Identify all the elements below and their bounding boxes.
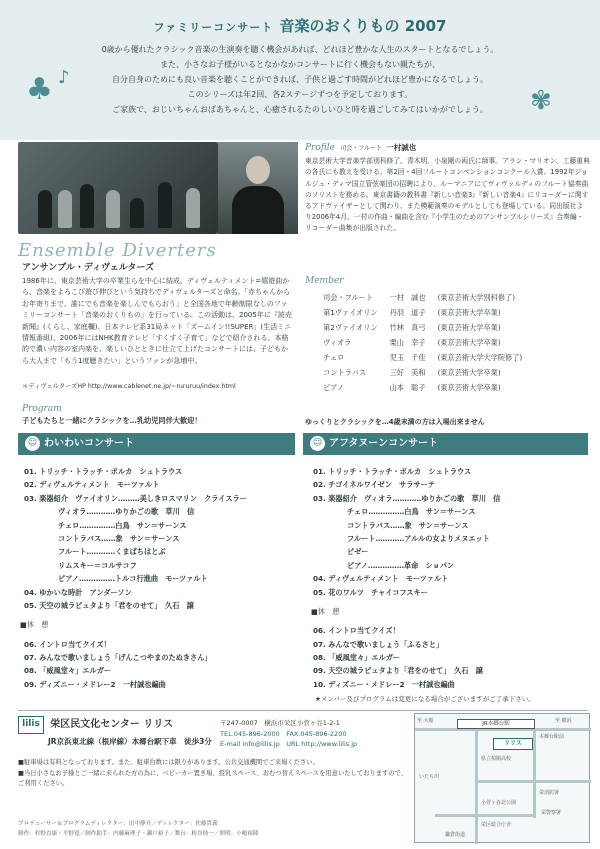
access-map xyxy=(414,713,590,843)
concert-afternoon-header xyxy=(303,433,588,455)
program-note-right: ゆっくりとクラシックを…4歳未満の方は入場出来ません xyxy=(305,418,485,426)
concert-waiwai-header xyxy=(18,433,295,455)
member-note: (東京芸術大学卒業) xyxy=(437,307,501,317)
intro-text xyxy=(60,42,540,117)
member-row xyxy=(323,290,534,305)
member-section xyxy=(305,275,590,395)
member-note: (東京芸術大学卒業) xyxy=(437,337,501,347)
program-item: チェロ……………白鳥 サン＝サーンス xyxy=(347,507,476,517)
program-item: 03. 楽器紹介 ヴァイオリン………美しきロスマリン クライスラー xyxy=(24,493,247,503)
map-lilis: リリス xyxy=(493,738,533,750)
venue-logo: lilis xyxy=(18,716,44,734)
program-item: ピアノ……………革命 ショパン xyxy=(347,560,455,570)
member-part: コントラバス xyxy=(323,367,367,377)
map-label: 県立柏陽高校 xyxy=(481,756,512,762)
profile-name: 一村誠也 xyxy=(386,143,417,152)
member-row xyxy=(323,335,534,350)
intro-line: このシリーズは年2回、各2ステージずつを予定しております。 xyxy=(187,90,413,99)
member-name: 竹林 真弓 xyxy=(389,322,426,332)
program-item: ビゼー xyxy=(347,547,369,557)
program-item: ピアノ……………トルコ行進曲 モーツァルト xyxy=(58,574,208,584)
divider xyxy=(18,710,588,711)
member-row xyxy=(323,365,534,380)
member-note: (東京芸術大学卒業) xyxy=(437,367,501,377)
program-item: 03. 楽器紹介 ヴィオラ…………ゆりかごの歌 草川 信 xyxy=(313,493,501,503)
venue-email-url[interactable]: E-mail info@lilis.jp URL http://www.lilis.jp xyxy=(220,740,358,748)
program-item: 02. チゴイネルワイゼン サラサーテ xyxy=(313,480,436,490)
program-item: 06. イントロ当てクイズ！ xyxy=(313,626,400,636)
venue-contact xyxy=(220,718,410,750)
program-item: リムスキー＝コルサコフ xyxy=(58,560,137,570)
butterfly-icon: ✾ xyxy=(530,86,552,116)
intro-line: 0歳から優れたクラシック音楽の生演奏を聴く機会があれば、どれほど豊かな人生のスタートとなるでしょう。 xyxy=(101,45,499,54)
member-table xyxy=(323,290,534,395)
page-title xyxy=(0,16,600,36)
program-label: Program xyxy=(22,404,62,414)
program-item: チェロ……………白鳥 サン＝サーンス xyxy=(58,520,187,530)
venue-tel: TEL.045-896-2000 FAX.045-896-2200 xyxy=(220,729,347,738)
map-station: JR本郷台駅 xyxy=(457,719,535,729)
program-item: 01. トリッチ・トラッチ・ポルカ シュトラウス xyxy=(24,467,183,476)
program-item: フルート…………アルルの女よりメヌエット xyxy=(347,533,490,543)
member-note: (東京芸術大学卒業) xyxy=(437,322,501,332)
concert-waiwai xyxy=(18,433,295,693)
profile-section xyxy=(305,142,590,235)
program-item: 08. 「威風堂々」エルガー xyxy=(313,653,401,663)
program-item: 05. 花のワルツ チャイコフスキー xyxy=(313,587,428,597)
member-note: (東京芸術大学卒業) xyxy=(437,382,501,392)
member-label: Member xyxy=(305,276,344,286)
credit-line: 制作：杉野直康・平野寛／制作助手：内藤麻理子・瀬戸裕子／舞台：粉谷純一／照明：小嶋裕隆 xyxy=(18,830,259,837)
program-change-note: ★メンバー及びプログラムは変更になる場合がございますがご了承下さい。 xyxy=(315,695,535,704)
member-note: (東京芸術大学大学院修了) xyxy=(437,352,523,362)
credit-line: プロデューサー＆プログラムディレクター：田中静介／ディレクター：佐藤貴義 xyxy=(18,821,218,827)
member-name: 山本 聡子 xyxy=(389,382,426,392)
music-note-icon: ♪ xyxy=(58,67,70,88)
program-item: 08. 「威風堂々」エルガー xyxy=(24,666,112,676)
map-label: 栄消防署 xyxy=(539,790,560,796)
venue-access: JR京浜東北線（根岸線）本郷台駅下車 徒歩3分 xyxy=(48,737,212,746)
map-label: 鎌倉街道 xyxy=(445,832,466,838)
member-name: 栗山 幸子 xyxy=(389,337,426,347)
note-parking: ■駐車場は有料となっております。また、駐車台数には限りがあります。公共交通機関でご来場ください。 xyxy=(18,759,319,766)
program-item: 10. ディズニー・メドレー2 一村誠也編曲 xyxy=(313,679,455,689)
intermission: ■休 憩 xyxy=(20,620,49,630)
map-label: 栄警察署 xyxy=(541,810,562,816)
ensemble-name: アンサンブル・ディヴェルターズ xyxy=(22,263,154,273)
program-item: コントラバス……象 サン＝サーンス xyxy=(58,533,180,543)
member-row xyxy=(323,320,534,335)
member-part: 司会・フルート xyxy=(323,292,374,302)
member-row xyxy=(323,305,534,320)
title-main: 音楽のおくりもの 2007 xyxy=(279,17,447,35)
credits xyxy=(18,820,408,839)
program-item: 01. トリッチ・トラッチ・ポルカ シュトラウス xyxy=(313,467,472,476)
profile-role: 司会・フルート xyxy=(340,145,382,152)
program-item: 07. みんなで歌いましょう「げんこつやまのたぬきさん」 xyxy=(24,653,212,663)
member-row xyxy=(323,350,534,365)
program-item: 04. ディヴェルティメント モーツァルト xyxy=(313,574,449,584)
intermission: ■休 憩 xyxy=(311,606,340,616)
ensemble-homepage: ＊ディヴェルターズHP http://www.cablenet.ne.jp/~rururuu/index.html xyxy=(22,383,236,390)
member-part: チェロ xyxy=(323,352,345,362)
program-note-left: 子どもたちと一緒にクラシックを…乳幼児同伴大歓迎！ xyxy=(22,416,202,425)
map-label: 小菅ヶ谷北公園 xyxy=(481,800,517,806)
member-name: 三好 美和 xyxy=(389,367,426,377)
program-item: 09. ディズニー・メドレー2 一村誠也編曲 xyxy=(24,679,166,689)
ensemble-description: 1986年に、東京芸術大学の卒業生らを中心に結成。ディヴェルティメント=嬉遊曲から、音楽をよろこび遊び伸びという気持ちでディヴェルターズと命名。「赤ちゃんからお年寄りまで、誰にでも音楽を楽しんでもらおう」と全国各地で年齢制限なしのファミリーコンサート「音楽のおくりもの」を行っている。この活動は、2005年に『読売新聞』(くらし、家庭欄)、日本テレビ系31局ネット「ズームイン!!SUPER」(生活ミニ情報番組)、2006年にはNHK教育テレビ「すくすく子育て」などで紹介される。本格的で濃い内容の室内楽を、楽しいひとときに仕立て上げたコンサートには、子どもから大人まで「もう1度聴きたい」というファンが急増中。 xyxy=(22,277,292,365)
member-name: 児玉 千佳 xyxy=(389,352,426,362)
program-item: 04. ゆかいな時計 アンダーソン xyxy=(24,587,132,597)
member-part: ピアノ xyxy=(323,382,344,392)
clover-note-icon: ♣ xyxy=(26,72,53,107)
program-item: 09. 天空の城ラピュタより「君をのせて」 久石 譲 xyxy=(313,666,483,676)
map-label: 至 横浜 xyxy=(555,718,572,724)
intro-line: 自分自身のためにも良い音楽を聴くことができれば、子供と過ごす時間がどれほど豊かになるでしょう。 xyxy=(112,75,488,84)
map-label: いたち川 xyxy=(419,774,440,780)
member-part: ヴィオラ xyxy=(323,337,352,347)
member-part: 第1ヴァイオリン xyxy=(323,307,378,317)
map-label: 本郷台駅前 xyxy=(539,734,565,740)
member-part: 第2ヴァイオリン xyxy=(323,322,378,332)
concert-waiwai-program xyxy=(18,455,295,693)
member-note: (東京芸術大学別科修了) xyxy=(437,292,516,302)
title-subtitle: ファミリーコンサート xyxy=(153,21,274,34)
program-item: ヴィオラ…………ゆりかごの歌 草川 信 xyxy=(58,507,195,517)
program-item: 06. イントロ当てクイズ！ xyxy=(24,639,111,649)
smile-face-icon: ☺ xyxy=(310,436,325,451)
intro-line: ご家族で、おじいちゃんおばあちゃんと、心癒されるたのしいひと時を過ごしてみてはいかがでしょう。 xyxy=(112,105,488,114)
member-name: 丹羽 道子 xyxy=(389,307,426,317)
profile-label: Profile xyxy=(305,143,335,153)
member-row xyxy=(323,380,534,395)
program-item: フルート…………くまばちはとぶ xyxy=(58,547,166,557)
program-item: コントラバス……象 サン＝サーンス xyxy=(347,520,469,530)
venue-name: 栄区民文化センター リリス xyxy=(50,719,174,731)
visitor-notes xyxy=(18,758,408,790)
intro-line: また、小さなお子様がいるとなかなかコンサートに行く機会もない親たちが、 xyxy=(160,60,440,69)
smile-face-icon: ☺ xyxy=(25,436,40,451)
program-item: 05. 天空の城ラピュタより「君をのせて」 久石 譲 xyxy=(24,600,194,610)
program-item: 07. みんなで歌いましょう「ふるさと」 xyxy=(313,639,444,649)
flutist-photo xyxy=(218,142,298,234)
note-baby: ■当日小さなお子様とご一緒に来られた方の為に、ベビーカー置き場、授乳スペース、おむつ替えスペースを用意いたしておりますので、ご利用ください。 xyxy=(18,769,408,787)
concert-afternoon-program xyxy=(303,455,588,693)
concert-afternoon xyxy=(303,433,588,704)
member-name: 一村 誠也 xyxy=(389,292,426,302)
ensemble-photo xyxy=(18,142,218,234)
profile-description: 東京芸術大学音楽学部別科修了。青木明、小泉剛の両氏に師事。アラン・マリオン、工藤重典の各氏にも教えを受ける。第2回・4回フルートコンペンションコンクール入賞。1992年ジョルジュ・ディマ国立管弦楽団の招聘により、ルーマニアにてヴィヴァルディのフルート協奏曲のソリストを務める。東京書籍の教科書『新しい音楽3』『新しい音楽4』にリコーダーに関するアドヴァイザーとして関わり、また模範演奏のモデルとしても登場している。同出版社より2006年4月、一村の作曲・編曲を含む『小学生のためのアンサンブルシリーズ』合奏編・リコーダー曲集が出版された。 xyxy=(305,157,590,233)
map-label: 栄区総合庁舎 xyxy=(481,822,512,828)
concert-waiwai-title: わいわいコンサート xyxy=(44,438,134,449)
venue-address: 〒247-0007 横浜市栄区小菅ヶ谷1-2-1 xyxy=(220,719,340,727)
ensemble-logo-text: Ensemble Diverters xyxy=(18,240,217,261)
concert-afternoon-title: アフタヌーンコンサート xyxy=(329,438,439,449)
map-label: 至 大船 xyxy=(417,718,434,724)
program-item: 02. ディヴェルティメント モーツァルト xyxy=(24,480,160,490)
